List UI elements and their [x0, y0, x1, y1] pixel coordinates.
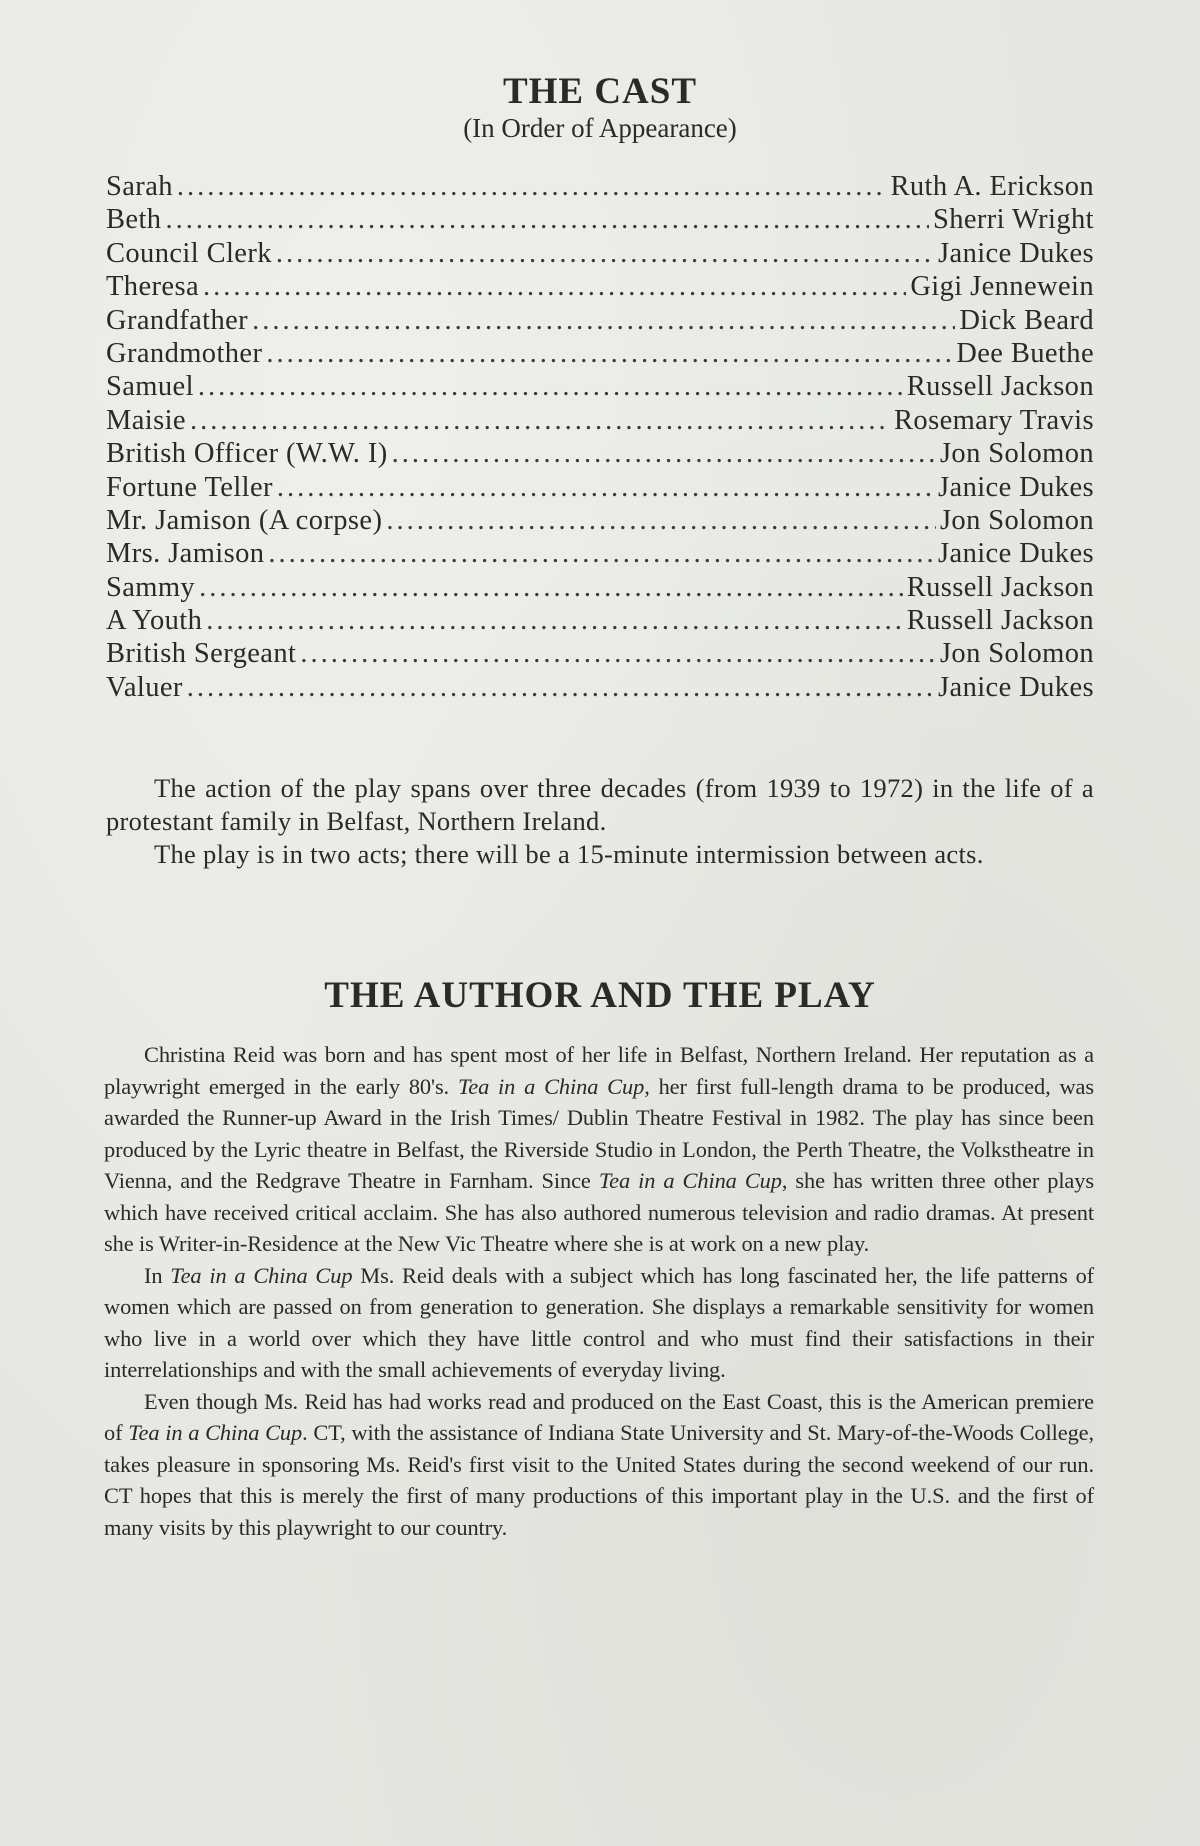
cast-actor: Russell Jackson: [906, 571, 1094, 603]
author-text: Christina Reid was born and has spent most of her life in Belfast, Northern Ireland. Her reputation as a playwright emerged in the early 80's.: [104, 1042, 1094, 1099]
cast-row: [106, 304, 1094, 337]
dot-leader: [252, 304, 955, 337]
action-note-paragraph: The play is in two acts; there will be a 15-minute intermission between acts.: [154, 839, 984, 869]
dot-leader: [277, 471, 934, 504]
cast-row: [106, 671, 1094, 704]
cast-subheading: (In Order of Appearance): [463, 113, 737, 143]
cast-actor: Janice Dukes: [938, 538, 1094, 570]
cast-row: [106, 637, 1094, 670]
author-paragraph: [104, 1260, 1094, 1386]
cast-role: Mr. Jamison (A corpse): [106, 504, 383, 536]
cast-role: Sarah: [106, 171, 173, 202]
cast-role: A Youth: [106, 605, 203, 637]
author-text: Even though Ms. Reid has had works read and produced on the East Coast, this is the American premiere of: [104, 1388, 1094, 1445]
cast-role: Fortune Teller: [106, 471, 273, 503]
cast-row: [106, 571, 1094, 604]
cast-actor: Jon Solomon: [939, 504, 1094, 536]
dot-leader: [392, 437, 936, 470]
author-text: , her first full-length drama to be produced, was awarded the Runner-up Award in the Irish Times/ Dublin Theatre Festival in 1982. The play has since been produced by the Lyric theatre in Belfast, the Riverside Studio in London, the Perth Theatre, the Volkstheatre in Vienna, and the Redgrave Theatre in Farnham. Since: [104, 1073, 1094, 1193]
cast-row: [106, 604, 1094, 637]
cast-role: Grandmother: [106, 337, 263, 369]
cast-row: [106, 471, 1094, 504]
cast-role: Valuer: [106, 671, 183, 703]
cast-role: Theresa: [106, 271, 199, 303]
cast-actor: Dick Beard: [959, 304, 1094, 336]
action-note: [106, 772, 1094, 871]
dot-leader: [276, 237, 934, 270]
cast-role: British Officer (W.W. I): [106, 438, 388, 470]
cast-actor: Russell Jackson: [906, 605, 1094, 637]
cast-role: Sammy: [106, 571, 196, 603]
cast-role: Maisie: [106, 404, 186, 436]
play-title: Tea in a China Cup: [457, 1073, 645, 1099]
cast-row: [106, 504, 1094, 537]
cast-list: [106, 170, 1094, 704]
author-body: [104, 1039, 1094, 1543]
cast-actor: Jon Solomon: [939, 438, 1094, 470]
cast-actor: Jon Solomon: [939, 638, 1094, 670]
cast-row: [106, 404, 1094, 437]
dot-leader: [199, 571, 903, 604]
cast-actor: Gigi Jennewein: [910, 271, 1094, 303]
cast-actor: Russell Jackson: [906, 371, 1094, 403]
cast-role: Mrs. Jamison: [106, 538, 265, 570]
dot-leader: [165, 203, 929, 236]
author-paragraph: [104, 1386, 1094, 1544]
dot-leader: [268, 537, 934, 570]
cast-role: Council Clerk: [106, 237, 272, 269]
cast-role: Beth: [106, 204, 162, 236]
author-text: In: [144, 1262, 163, 1288]
cast-actor: Sherri Wright: [932, 204, 1094, 236]
action-note-paragraph: The action of the play spans over three decades (from 1939 to 1972) in the life of a protestant family in Belfast, Northern Ireland.: [106, 773, 1094, 836]
cast-row: [106, 337, 1094, 370]
cast-actor: Rosemary Travis: [894, 404, 1094, 436]
cast-actor: Janice Dukes: [938, 237, 1094, 269]
play-title: Tea in a China Cup: [598, 1168, 782, 1193]
author-text: Ms. Reid deals with a subject which has long fascinated her, the life patterns of women which are passed on from generation to generation. She displays a remarkable sensitivity for women who live in a world over which they have little control and who must find their satisfactions in their interrelationships and with the small achievements of everyday living.: [104, 1262, 1095, 1382]
dot-leader: [187, 671, 934, 704]
dot-leader: [203, 270, 906, 303]
dot-leader: [206, 604, 902, 637]
cast-row: [106, 437, 1094, 470]
dot-leader: [190, 404, 890, 437]
dot-leader: [266, 337, 952, 370]
cast-actor: Janice Dukes: [938, 671, 1094, 703]
cast-row: [106, 170, 1094, 203]
dot-leader: [198, 370, 903, 403]
cast-row: [106, 370, 1094, 403]
cast-row: [106, 237, 1094, 270]
dot-leader: [386, 504, 936, 537]
author-text: . CT, with the assistance of Indiana State University and St. Mary-of-the-Woods College, takes pleasure in sponsoring Ms. Reid's first visit to the United States during the second weekend of our run. CT hopes that this is merely the first of many productions of this important play in the U.S. and the first of many visits by this playwright to our country.: [104, 1420, 1095, 1540]
cast-role: British Sergeant: [106, 638, 297, 670]
cast-row: [106, 270, 1094, 303]
cast-role: Samuel: [106, 371, 194, 403]
cast-heading: THE CAST: [502, 71, 698, 112]
cast-row: [106, 537, 1094, 570]
cast-role: Grandfather: [106, 304, 249, 336]
author-heading: THE AUTHOR AND THE PLAY: [324, 975, 876, 1016]
author-text: , she has written three other plays which have received critical acclaim. She has also authored numerous television and radio dramas. At present she is Writer-in-Residence at the New Vic Theatre where she is at work on a new play.: [104, 1168, 1094, 1256]
dot-leader: [300, 637, 936, 670]
author-paragraph: [104, 1039, 1094, 1260]
cast-actor: Ruth A. Erickson: [890, 171, 1094, 202]
cast-actor: Dee Buethe: [956, 337, 1094, 369]
dot-leader: [177, 170, 887, 203]
cast-row: [106, 203, 1094, 236]
play-title: Tea in a China Cup: [128, 1420, 303, 1445]
cast-actor: Janice Dukes: [938, 471, 1094, 503]
play-title: Tea in a China Cup: [170, 1262, 353, 1288]
